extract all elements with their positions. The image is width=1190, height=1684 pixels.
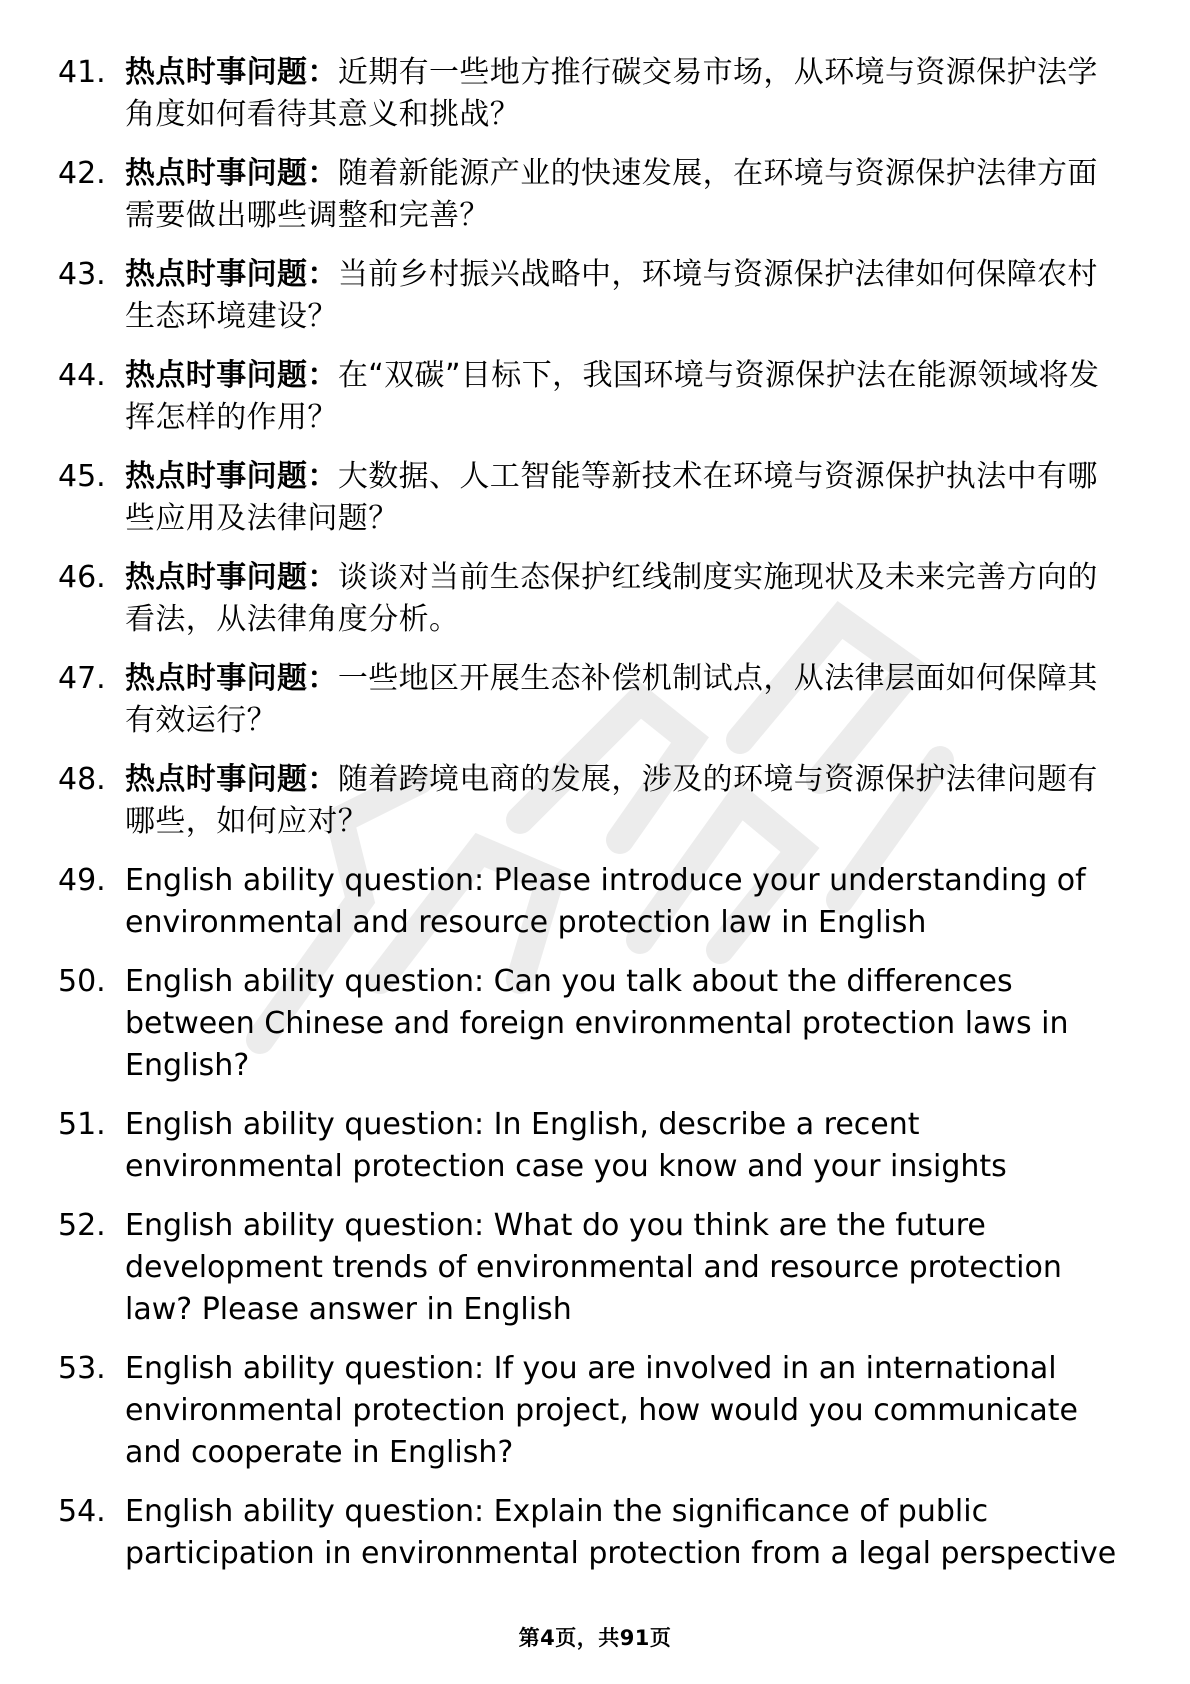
- list-item: [58, 1348, 1118, 1474]
- list-item: [58, 52, 1118, 136]
- question-body: 随着新能源产业的快速发展，在环境与资源保护法律方面需要做出哪些调整和完善？: [125, 156, 1098, 233]
- question-text: [125, 658, 1118, 742]
- question-text: English ability question: If you are involved in an international environmental protection project, how would you communicate and cooperate in English?: [125, 1351, 1078, 1470]
- list-item: [58, 860, 1118, 944]
- question-body: 在“双碳”目标下，我国环境与资源保护法在能源领域将发挥怎样的作用？: [125, 358, 1100, 435]
- question-text: [125, 557, 1118, 641]
- question-prefix: 热点时事问题：: [125, 661, 338, 696]
- question-number: 43.: [58, 257, 106, 292]
- question-number: 45.: [58, 459, 106, 494]
- question-body: 一些地区开展生态补偿机制试点，从法律层面如何保障其有效运行？: [125, 661, 1098, 738]
- question-text: [125, 52, 1118, 136]
- question-text: [125, 355, 1118, 439]
- page-number: 第4页，共91页: [518, 1626, 672, 1650]
- question-text: [125, 456, 1118, 540]
- list-item: [58, 456, 1118, 540]
- list-item: [58, 1104, 1118, 1188]
- question-text: English ability question: Please introduce your understanding of environmental and resource protection law in English: [125, 863, 1086, 940]
- list-item: [58, 961, 1118, 1087]
- list-item: [58, 355, 1118, 439]
- question-number: 46.: [58, 560, 106, 595]
- question-body: 谈谈对当前生态保护红线制度实施现状及未来完善方向的看法，从法律角度分析。: [125, 560, 1098, 637]
- list-item: [58, 1205, 1118, 1331]
- question-text: English ability question: What do you think are the future development trends of environmental and resource protection law? Please answer in English: [125, 1208, 1062, 1327]
- question-number: 50.: [58, 964, 106, 999]
- list-item: [58, 254, 1118, 338]
- question-number: 52.: [58, 1208, 106, 1243]
- question-body: 近期有一些地方推行碳交易市场，从环境与资源保护法学角度如何看待其意义和挑战？: [125, 55, 1098, 132]
- list-item: [58, 759, 1118, 843]
- question-prefix: 热点时事问题：: [125, 55, 338, 90]
- question-prefix: 热点时事问题：: [125, 257, 338, 292]
- question-number: 42.: [58, 156, 106, 191]
- question-list: [58, 52, 1118, 1592]
- question-number: 49.: [58, 863, 106, 898]
- question-text: English ability question: Explain the significance of public participation in environmental protection from a legal perspective: [125, 1494, 1117, 1571]
- question-text: English ability question: Can you talk about the differences between Chinese and foreign environmental protection laws in English?: [125, 964, 1069, 1083]
- question-text: English ability question: In English, describe a recent environmental protection case you know and your insights: [125, 1107, 1007, 1184]
- question-number: 51.: [58, 1107, 106, 1142]
- question-number: 48.: [58, 762, 106, 797]
- question-text: [125, 153, 1118, 237]
- list-item: [58, 1491, 1118, 1575]
- question-body: 大数据、人工智能等新技术在环境与资源保护执法中有哪些应用及法律问题？: [125, 459, 1098, 536]
- question-text: [125, 254, 1118, 338]
- question-body: 随着跨境电商的发展，涉及的环境与资源保护法律问题有哪些，如何应对？: [125, 762, 1098, 839]
- list-item: [58, 557, 1118, 641]
- question-prefix: 热点时事问题：: [125, 156, 338, 191]
- question-number: 47.: [58, 661, 106, 696]
- question-prefix: 热点时事问题：: [125, 762, 338, 797]
- question-number: 44.: [58, 358, 106, 393]
- list-item: [58, 658, 1118, 742]
- question-prefix: 热点时事问题：: [125, 358, 338, 393]
- question-body: 当前乡村振兴战略中，环境与资源保护法律如何保障农村生态环境建设？: [125, 257, 1098, 334]
- question-number: 53.: [58, 1351, 106, 1386]
- question-number: 54.: [58, 1494, 106, 1529]
- question-prefix: 热点时事问题：: [125, 560, 338, 595]
- question-text: [125, 759, 1118, 843]
- question-number: 41.: [58, 55, 106, 90]
- list-item: [58, 153, 1118, 237]
- question-prefix: 热点时事问题：: [125, 459, 338, 494]
